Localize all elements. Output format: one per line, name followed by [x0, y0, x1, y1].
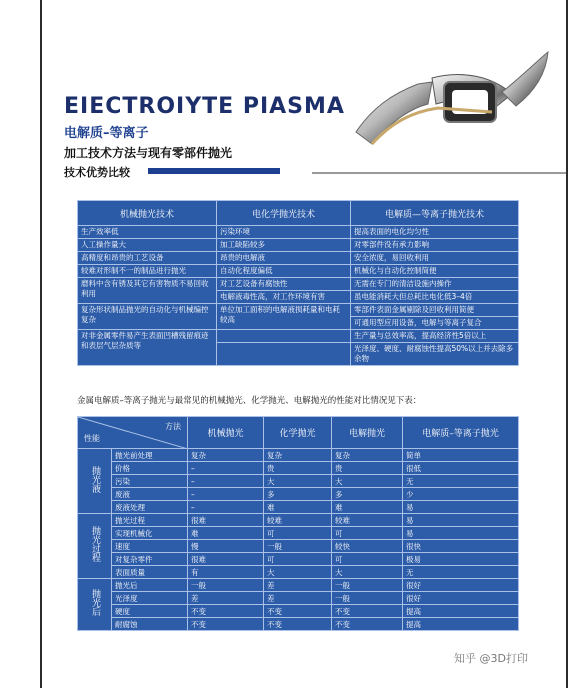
table-row	[78, 252, 519, 265]
table-cell: 复杂	[332, 449, 403, 462]
table-cell: –	[188, 488, 264, 501]
watermark: 知乎 @3D打印	[454, 652, 528, 665]
table-cell: 不变	[264, 618, 332, 631]
table-cell: 耐腐蚀	[112, 618, 188, 631]
table-cell: 对非金属零件易产生表面凹槽残留痕迹和表层气层杂质等	[78, 330, 217, 366]
group-label-text: 抛光液	[90, 465, 100, 493]
table-cell: 表面质量	[112, 566, 188, 579]
table-cell: 大	[264, 475, 332, 488]
table-cell: 贵	[332, 462, 403, 475]
table-row	[78, 304, 519, 317]
comparison-table	[77, 200, 519, 366]
corner-property-label: 性能	[84, 434, 100, 443]
table-cell: 废液	[112, 488, 188, 501]
table-cell: 无	[403, 566, 519, 579]
table-cell: 对工艺设备有腐蚀性	[217, 278, 351, 291]
performance-header-cell: 电解抛光	[332, 417, 403, 449]
table-cell: 不变	[332, 618, 403, 631]
group-label-text: 抛光过程	[90, 526, 100, 562]
table-cell: 自动化程度偏低	[217, 265, 351, 278]
table-cell: 难	[188, 527, 264, 540]
table-row	[78, 527, 519, 540]
table-cell: 人工操作量大	[78, 239, 217, 252]
table-row	[78, 553, 519, 566]
table-cell: –	[188, 462, 264, 475]
table-row	[78, 514, 519, 527]
table-row	[78, 618, 519, 631]
table-cell	[217, 343, 351, 366]
table-cell: 单位加工面积的电解液损耗量和电耗较高	[217, 304, 351, 330]
group-label-text: 抛光后	[90, 589, 100, 616]
table-cell: 抛光前处理	[112, 449, 188, 462]
table-cell: 污染	[112, 475, 188, 488]
table-cell: 不变	[188, 605, 264, 618]
table-cell: 一般	[332, 592, 403, 605]
page-border-left	[40, 0, 42, 688]
table-cell: 易	[403, 501, 519, 514]
table-cell: 速度	[112, 540, 188, 553]
table-cell: 抛光后	[112, 579, 188, 592]
table-row	[78, 265, 519, 278]
comparison-header-row	[78, 201, 519, 226]
table-cell: 可	[264, 527, 332, 540]
table-cell: 昂贵的电解液	[217, 252, 351, 265]
corner-method-label: 方法	[165, 422, 181, 431]
table-cell: 实现机械化	[112, 527, 188, 540]
table-cell: 一般	[188, 579, 264, 592]
comparison-header-cell: 电解质—等离子抛光技术	[351, 201, 519, 226]
table-cell: 易	[403, 527, 519, 540]
table-row	[78, 540, 519, 553]
table-cell: 多	[264, 488, 332, 501]
table-cell: 抛光过程	[112, 514, 188, 527]
title-cn: 电解质–等离子	[64, 126, 149, 141]
table-cell: 很快	[403, 540, 519, 553]
table-cell: 大	[332, 475, 403, 488]
table-row	[78, 475, 519, 488]
comparison-header-cell: 机械抛光技术	[78, 201, 217, 226]
table-row	[78, 330, 519, 343]
performance-header-cell: 化学抛光	[264, 417, 332, 449]
table-cell: 复杂	[188, 449, 264, 462]
table-cell: 易	[403, 514, 519, 527]
table-row	[78, 226, 519, 239]
table-cell: 慢	[188, 540, 264, 553]
table-cell	[217, 330, 351, 343]
table-cell: 光泽度	[112, 592, 188, 605]
table-cell: 复杂形状制品抛光的自动化与机械编控复杂	[78, 304, 217, 330]
table-cell: 可通用型应用设备，电解与等离子复合	[351, 317, 519, 330]
table-cell: 差	[188, 592, 264, 605]
table-cell: 提高	[403, 618, 519, 631]
table-row	[78, 566, 519, 579]
table-cell: 不变	[188, 618, 264, 631]
table-cell: 电解液毒性高，对工作环境有害	[217, 291, 351, 304]
table-cell: 贵	[264, 462, 332, 475]
table-row	[78, 462, 519, 475]
table-cell: 有	[188, 566, 264, 579]
table-cell: 对复杂零件	[112, 553, 188, 566]
table-cell: 一般	[264, 540, 332, 553]
table-cell: 可	[264, 553, 332, 566]
table-cell: –	[188, 475, 264, 488]
table-cell: 差	[264, 579, 332, 592]
table-cell: 虽电能消耗大但总耗比电化低3–4倍	[351, 291, 519, 304]
table-cell: 提高	[403, 605, 519, 618]
subtitle: 加工技术方法与现有零部件抛光	[64, 146, 233, 160]
table-row	[78, 488, 519, 501]
comparison-header-cell: 电化学抛光技术	[217, 201, 351, 226]
performance-table	[77, 416, 519, 631]
table-cell: 生产效率低	[78, 226, 217, 239]
table-cell: 很难	[188, 553, 264, 566]
table-row	[78, 579, 519, 592]
table-cell: 硬度	[112, 605, 188, 618]
performance-header-row	[78, 417, 519, 449]
blade-image	[352, 48, 552, 160]
table-cell: 大	[332, 566, 403, 579]
table-cell: 很低	[403, 462, 519, 475]
table-row	[78, 278, 519, 291]
table-cell: 大	[264, 566, 332, 579]
performance-header-cell: 电解质–等离子抛光	[403, 417, 519, 449]
table-cell: 极易	[403, 553, 519, 566]
group-label	[78, 449, 112, 514]
table-cell: 难	[332, 501, 403, 514]
table-row	[78, 592, 519, 605]
table-cell: 不变	[264, 605, 332, 618]
table-cell: 无	[403, 475, 519, 488]
table-cell: 零部件表面金属剔除及回收利用简便	[351, 304, 519, 317]
page-border-right	[566, 0, 568, 688]
table-cell: 机械化与自动化控制简便	[351, 265, 519, 278]
table-cell: 很好	[403, 579, 519, 592]
table-cell: 较快	[332, 540, 403, 553]
table-cell: 高精度和昂贵的工艺设备	[78, 252, 217, 265]
comparison-note: 金属电解质–等离子抛光与最常见的机械抛光、化学抛光、电解抛光的性能对比情况见下表：	[77, 396, 422, 406]
table-cell: 磨料中含有锈及其它有害物质不易回收利用	[78, 278, 217, 304]
table-cell: 价格	[112, 462, 188, 475]
table-cell: 较难对形制不一的制品进行抛光	[78, 265, 217, 278]
table-cell: 提高表面的电化均匀性	[351, 226, 519, 239]
table-cell: 光泽度、硬度、耐腐蚀性提高50%以上并去除多余物	[351, 343, 519, 366]
table-row	[78, 449, 519, 462]
table-cell: 污染环境	[217, 226, 351, 239]
table-cell: 多	[332, 488, 403, 501]
header-divider	[312, 172, 566, 174]
table-cell: 较难	[264, 514, 332, 527]
subtitle-2: 技术优势比较	[64, 166, 130, 179]
group-label	[78, 514, 112, 579]
table-cell: 废液处理	[112, 501, 188, 514]
table-cell: 复杂	[264, 449, 332, 462]
table-cell: 加工缺陷较多	[217, 239, 351, 252]
table-cell: 差	[264, 592, 332, 605]
corner-header	[78, 417, 188, 449]
group-label	[78, 579, 112, 631]
brand-title: EIECTROIYTE PIASMA	[64, 94, 345, 119]
table-row	[78, 605, 519, 618]
table-cell: 生产量与总效率高，提高经济性5倍以上	[351, 330, 519, 343]
table-cell: 难	[264, 501, 332, 514]
table-cell: 少	[403, 488, 519, 501]
table-cell: 不变	[332, 605, 403, 618]
table-cell: 一般	[332, 579, 403, 592]
table-cell: 可	[332, 527, 403, 540]
table-cell: 无需在专门的清洁设施内操作	[351, 278, 519, 291]
accent-bar	[148, 168, 280, 174]
table-cell: 很好	[403, 592, 519, 605]
table-row	[78, 239, 519, 252]
table-row	[78, 501, 519, 514]
table-cell: 可	[332, 553, 403, 566]
table-cell: 安全浓度，易回收利用	[351, 252, 519, 265]
table-cell: 简单	[403, 449, 519, 462]
table-cell: 较难	[332, 514, 403, 527]
performance-header-cell: 机械抛光	[188, 417, 264, 449]
table-cell: 很难	[188, 514, 264, 527]
table-cell: 对零部件没有承力影响	[351, 239, 519, 252]
table-cell: –	[188, 501, 264, 514]
